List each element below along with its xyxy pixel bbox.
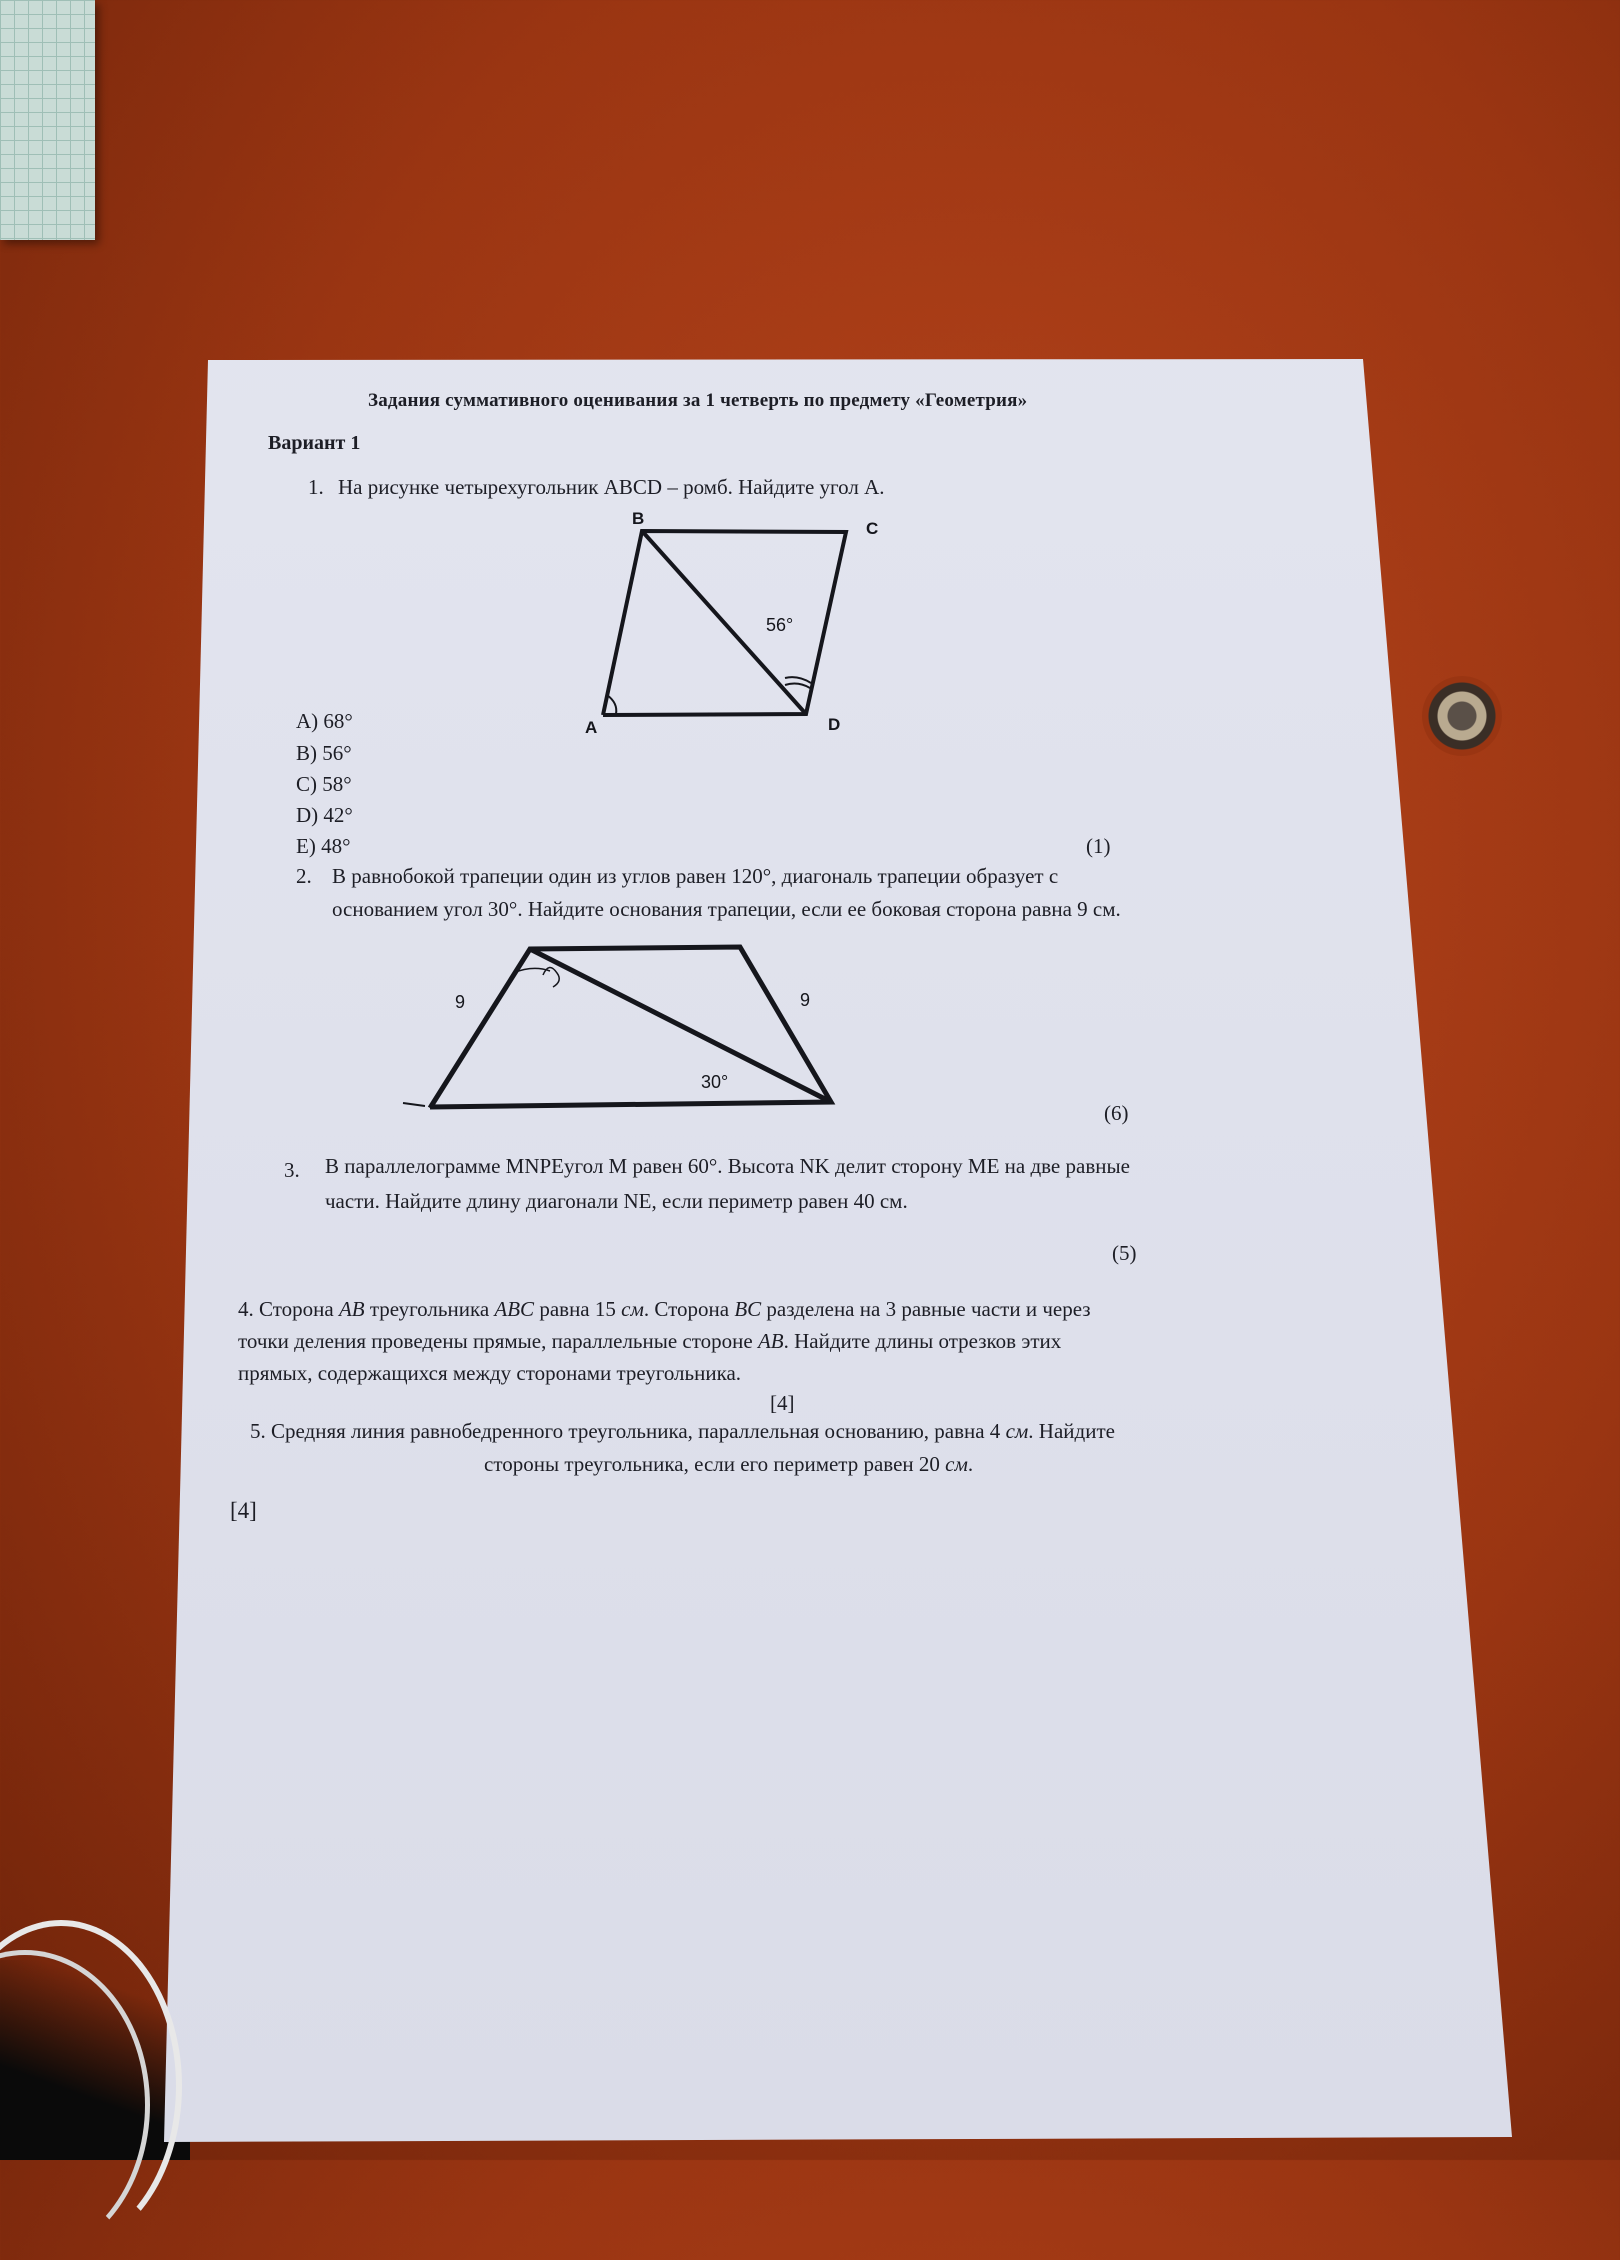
q4-line1: 4. Сторона AB треугольника ABC равна 15 см. Сторона BC разделена на 3 равные части и через	[238, 1297, 1091, 1321]
q1-score: (1)	[1086, 834, 1111, 858]
rhombus-vertex-a: A	[585, 718, 598, 737]
q5-score: [4]	[230, 1498, 257, 1523]
q1-option-c: C) 58°	[296, 772, 352, 796]
trapezoid-shape	[403, 947, 831, 1108]
q4-score: [4]	[770, 1391, 795, 1415]
variant-label: Вариант 1	[268, 432, 361, 454]
q3-line1: В параллелограмме MNPEугол M равен 60°. Высота NK делит сторону ME на две равные	[325, 1154, 1130, 1178]
q2-number: 2.	[296, 864, 312, 888]
q3-score: (5)	[1112, 1241, 1137, 1265]
rhombus-vertex-b: B	[632, 509, 645, 528]
trapezoid-left-side: 9	[455, 992, 466, 1012]
q1-text: На рисунке четырехугольник ABCD – ромб. Найдите угол А.	[338, 475, 885, 499]
q4-line3: прямых, содержащихся между сторонами треугольника.	[238, 1361, 742, 1385]
trapezoid-figure	[395, 935, 845, 1115]
q2-line1: В равнобокой трапеции один из углов равен 120°, диагональ трапеции образует с	[332, 864, 1059, 888]
q1-number: 1.	[308, 475, 324, 499]
trapezoid-angle-label: 30°	[701, 1072, 729, 1092]
q2-score: (6)	[1104, 1101, 1129, 1125]
worksheet-title: Задания суммативного оценивания за 1 четверть по предмету «Геометрия»	[368, 390, 1028, 411]
rhombus-figure	[570, 505, 900, 745]
q3-number: 3.	[284, 1158, 300, 1182]
rhombus-vertex-c: C	[866, 519, 879, 538]
q5-line2: стороны треугольника, если его периметр равен 20 см.	[484, 1452, 974, 1476]
q5-line1: 5. Средняя линия равнобедренного треугольника, параллельная основанию, равна 4 см. Найдите	[250, 1419, 1115, 1443]
trapezoid-right-side: 9	[800, 990, 811, 1010]
q3-line2: части. Найдите длину диагонали NE, если периметр равен 40 см.	[325, 1189, 908, 1213]
q1-option-d: D) 42°	[296, 803, 353, 827]
q1-option-b: B) 56°	[296, 741, 352, 765]
q1-option-e: E) 48°	[296, 834, 351, 858]
rhombus-vertex-d: D	[828, 715, 841, 734]
rhombus-angle-label: 56°	[766, 615, 794, 635]
rhombus-shape	[603, 531, 846, 715]
q2-line2: основанием угол 30°. Найдите основания трапеции, если ее боковая сторона равна 9 см.	[332, 897, 1121, 921]
q4-line2: точки деления проведены прямые, параллельные стороне AB. Найдите длины отрезков этих	[238, 1329, 1062, 1353]
q1-option-a: A) 68°	[296, 709, 353, 733]
